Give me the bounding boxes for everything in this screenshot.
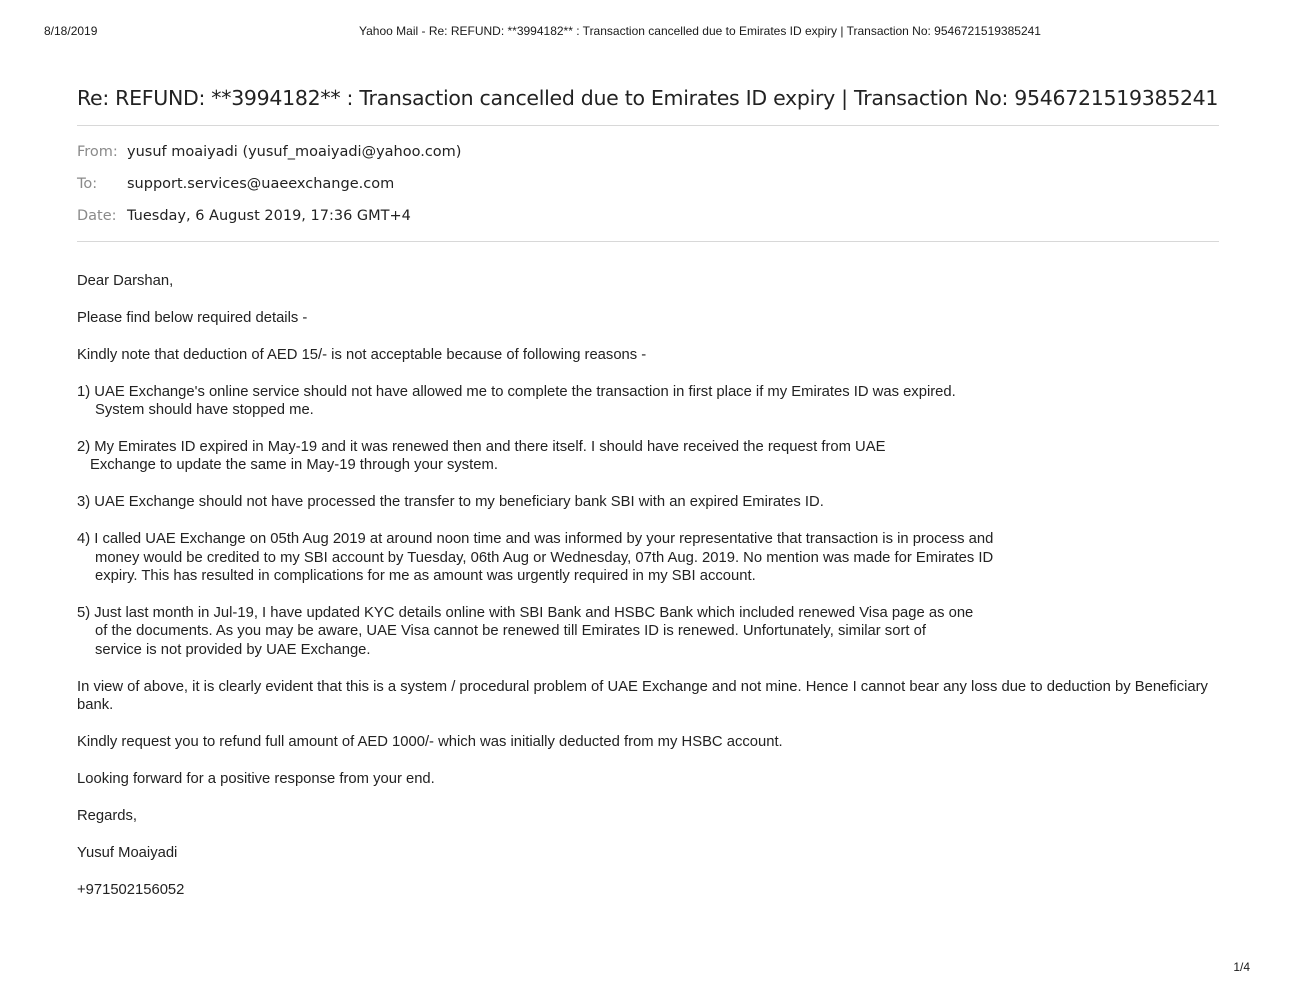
refund-request: Kindly request you to refund full amount of AED 1000/- which was initially deducted from my HSBC account. bbox=[77, 734, 783, 750]
date-label: Date: bbox=[77, 208, 117, 224]
body-line: Kindly note that deduction of AED 15/- is not acceptable because of following reasons - bbox=[77, 346, 647, 363]
conclusion: In view of above, it is clearly evident that this is a system / procedural problem of UAE Exchange and not mine. Hence I cannot bear any loss due to deduction by Beneficiary bank. bbox=[77, 678, 1208, 714]
reason-item: 4) I called UAE Exchange on 05th Aug 2019 at around noon time and was informed by your representative that transaction is in process and money would be credited to my SBI account by Tuesday, 06th Aug or Wednesday, 07th Aug. 2019. No mention was made for Emirates ID expiry. This has resulted in complications for me as amount was urgently required in my SBI account. bbox=[77, 531, 994, 585]
to-value[interactable]: support.services@uaeexchange.com bbox=[127, 176, 395, 192]
reason-item: 1) UAE Exchange's online service should not have allowed me to complete the transaction in first place if my Emirates ID was expired. System should have stopped me. bbox=[77, 383, 956, 419]
to-label: To: bbox=[77, 176, 98, 192]
reason-item: 2) My Emirates ID expired in May-19 and it was renewed then and there itself. I should have received the request from UAE Exchange to update the same in May-19 through your system. bbox=[77, 439, 886, 474]
from-label: From: bbox=[77, 144, 118, 160]
email-body bbox=[77, 272, 1227, 918]
from-value[interactable]: yusuf moaiyadi (yusuf_moaiyadi@yahoo.com) bbox=[127, 144, 462, 160]
date-value: Tuesday, 6 August 2019, 17:36 GMT+4 bbox=[127, 208, 411, 224]
page-number: 1/4 bbox=[1233, 960, 1250, 974]
email-subject: Re: REFUND: **3994182** : Transaction cancelled due to Emirates ID expiry | Transaction No: 9546721519385241 bbox=[77, 86, 1219, 110]
signature-name: Yusuf Moaiyadi bbox=[77, 844, 178, 861]
signature-phone: +971502156052 bbox=[77, 881, 185, 898]
divider bbox=[77, 241, 1219, 242]
greeting: Dear Darshan, bbox=[77, 273, 174, 289]
closing: Looking forward for a positive response from your end. bbox=[77, 770, 435, 787]
print-page-title: Yahoo Mail - Re: REFUND: **3994182** : Transaction cancelled due to Emirates ID expiry | Transaction No: 9546721519385241 bbox=[359, 24, 1041, 38]
regards: Regards, bbox=[77, 807, 138, 824]
print-date: 8/18/2019 bbox=[44, 24, 98, 38]
print-header bbox=[0, 24, 1294, 40]
divider bbox=[77, 125, 1219, 126]
reason-item: 5) Just last month in Jul-19, I have updated KYC details online with SBI Bank and HSBC Bank which included renewed Visa page as one of the documents. As you may be aware, UAE Visa cannot be renewed till Emirates ID is renewed. Unfortunately, similar sort of service is not provided by UAE Exchange. bbox=[77, 604, 974, 658]
reason-item: 3) UAE Exchange should not have processed the transfer to my beneficiary bank SBI with an expired Emirates ID. bbox=[77, 494, 824, 511]
body-line: Please find below required details - bbox=[77, 309, 308, 326]
